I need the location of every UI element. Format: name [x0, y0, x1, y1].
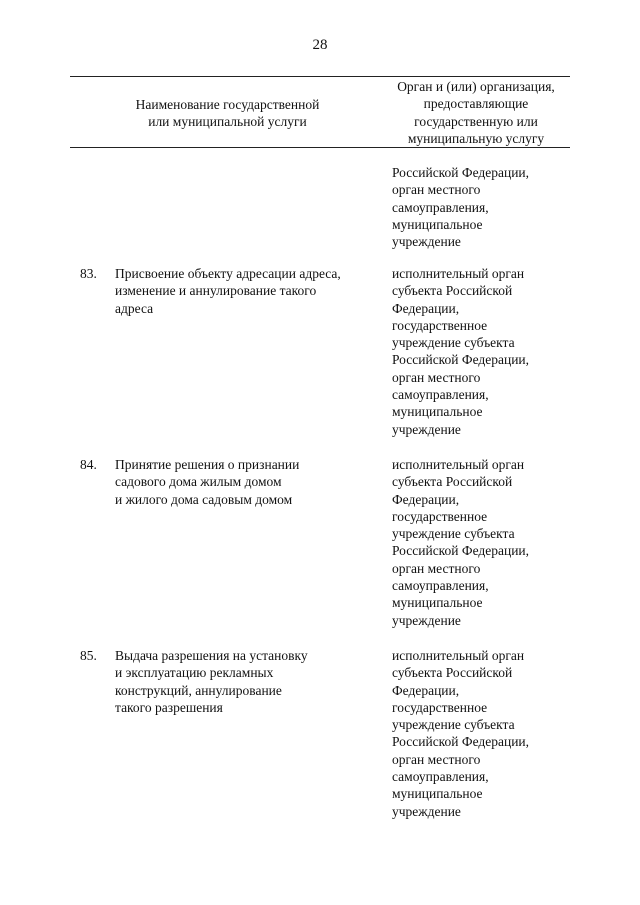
row-number: 85. [80, 648, 97, 663]
table-header-top-rule [70, 76, 570, 77]
organization: исполнительный орган субъекта Российской Федерации, государственное учреждение субъекта Российской Федерации, орган местного самоуправления, муниципальное учреждение [392, 457, 530, 628]
service-name: Принятие решения о признании садового дома жилым домом и жилого дома садовым домом [115, 457, 300, 507]
table-header-bottom-rule [70, 147, 570, 148]
service-name: Выдача разрешения на установку и эксплуатацию рекламных конструкций, аннулирование такого разрешения [115, 648, 308, 715]
page-number: 28 [312, 37, 328, 53]
organization: исполнительный орган субъекта Российской Федерации, государственное учреждение субъекта Российской Федерации, орган местного самоуправления, муниципальное учреждение [392, 648, 530, 819]
header-service-name: Наименование государственной или муниципальной услуги [135, 97, 320, 130]
organization: исполнительный орган субъекта Российской Федерации, государственное учреждение субъекта Российской Федерации, орган местного самоуправления, муниципальное учреждение [392, 266, 530, 437]
header-organization: Орган и (или) организация, предоставляющие государственную или муниципальную услугу [397, 79, 555, 146]
service-name: Присвоение объекту адресации адреса, изменение и аннулирование такого адреса [115, 266, 341, 316]
continued-organization-cell: Российской Федерации, орган местного самоуправления, муниципальное учреждение [392, 165, 530, 250]
row-number: 84. [80, 457, 97, 472]
row-number: 83. [80, 266, 97, 281]
